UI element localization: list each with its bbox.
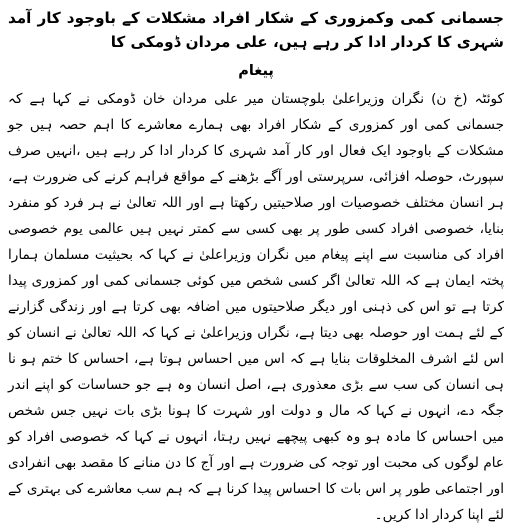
subheadline: پیغام — [238, 63, 274, 79]
article-body: کوئٹہ (خ ن) نگران وزیراعلیٰ بلوچستان میر علی مردان خان ڈومکی نے کہا ہے کہ جسمانی کمی اور کمزوری کے شکار افراد بھی ہمارے معاشرے کا اہم حصہ ہیں جو مشکلات کے باوجود ایک فعال اور کار آمد شہری کا کردار ادا کر رہے ہیں ،انہیں صرف سپورٹ، حوصلہ افزائی، سرپرستی اور آگے بڑھنے کے مواقع فراہم کرنے کی ضرورت ہے، ہر انسان مختلف خصوصیات اور صلاحیتیں رکھتا ہے اور اللہ تعالیٰ نے ہر فرد کو منفرد بنایا، خصوصی افراد کسی طور پر بھی کسی سے کمتر نہیں ہیں عالمی یوم خصوصی افراد کی مناسبت سے اپنے پیغام میں نگران وزیراعلیٰ نے کہا کہ بحیثیت مسلمان ہمارا پختہ ایمان ہے کہ اللہ تعالیٰ اگر کسی شخص میں کوئی جسمانی کمی اور کمزوری پیدا کرتا ہے تو اس کی ذہنی اور دیگر صلاحیتوں میں اضافہ بھی کرتا ہے اور زندگی گزارنے کے لئے ہمت اور حوصلہ بھی دیتا ہے، نگراں وزیراعلیٰ نے کہا کہ اللہ تعالیٰ نے انسان کو اس لئے اشرف المخلوقات بنایا ہے کہ اس میں احساس ہوتا ہے، احساس کا ختم ہو نا ہی انسان کی سب سے بڑی معذوری ہے، اصل انسان وہ ہے جو حساسات کو اپنے اندر جگہ دے، انہوں نے کہا کہ مال و دولت اور شہرت کا ہونا بڑی بات نہیں جس شخص میں احساس کا مادہ ہو وہ کبھی پیچھے نہیں رہتا، انہوں نے کہا کہ خصوصی افراد کو عام لوگوں کی محبت اور توجہ کی ضرورت ہے اور آج کا دن منانے کا مقصد بھی انفرادی اور اجتماعی طور پر اس بات کا احساس پیدا کرنا ہے کہ ہم سب معاشرے کی بہتری کے لئے اپنا کردار ادا کریں۔ — [8, 91, 504, 523]
headline: جسمانی کمی وکمزوری کے شکار افراد مشکلات کے باوجود کار آمد شہری کا کردار ادا کر رہے ہیں، علی مردان ڈومکی کا — [8, 9, 504, 51]
